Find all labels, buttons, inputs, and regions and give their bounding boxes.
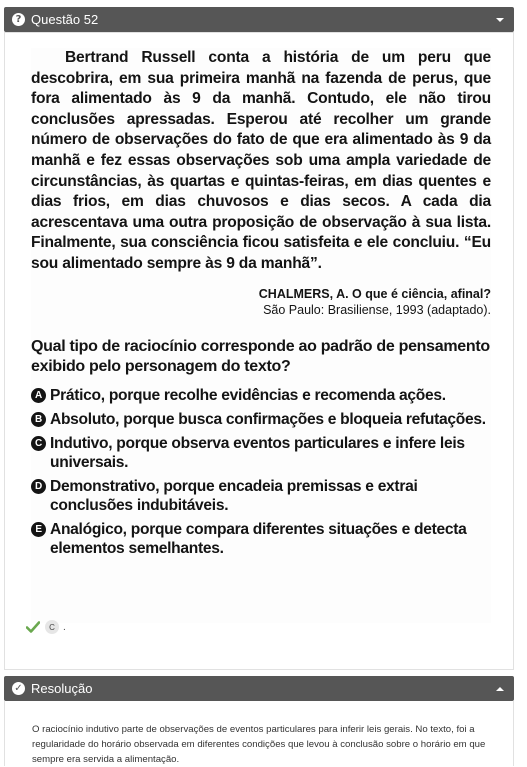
question-image	[31, 48, 491, 623]
citation-publisher: São Paulo: Brasiliense, 1993 (adaptado).	[263, 302, 491, 317]
option-b-badge: B	[31, 412, 46, 427]
answer-letter: C	[45, 620, 59, 634]
option-d	[31, 477, 491, 515]
question-header[interactable]	[4, 7, 514, 32]
option-d-text: Demonstrativo, porque encadeia premissas e extrai conclusões indubitáveis.	[50, 477, 418, 514]
resolution-panel	[4, 701, 514, 766]
question-prompt: Qual tipo de raciocínio corresponde ao padrão de pensamento exibido pelo personagem do texto?	[31, 337, 490, 375]
question-circle-icon: ?	[12, 13, 25, 26]
option-e-text: Analógico, porque compara diferentes situações e detecta elementos semelhantes.	[50, 520, 467, 557]
option-b-text: Absoluto, porque busca confirmações e bloqueia refutações.	[50, 410, 486, 428]
chevron-down-icon[interactable]	[496, 18, 504, 22]
citation-source: CHALMERS, A. O que é ciência, afinal?	[258, 286, 491, 301]
option-a-badge: A	[31, 388, 46, 403]
answer-suffix: .	[63, 621, 66, 633]
option-d-badge: D	[31, 479, 46, 494]
citation	[31, 286, 491, 318]
chevron-up-icon[interactable]	[496, 687, 504, 691]
question-panel	[4, 32, 514, 670]
option-c	[31, 434, 491, 472]
options-list	[31, 386, 491, 558]
option-c-badge: C	[31, 436, 46, 451]
option-a	[31, 386, 491, 405]
passage-text: Bertrand Russell conta a história de um peru que descobrira, em sua primeira manhã na fazenda de perus, que fora alimentado às 9 da manhã. Contudo, ele não tirou conclusões apressadas. Esperou até recolher um grande número de observações do fato de que era alimentado às 9 da manhã e fez essas observações sob uma ampla variedade de circunstâncias, às quartas e quintas-feiras, em dias quentes e dias frios, em dias chuvosos e dias secos. A cada dia acrescentava uma outra proposição de observação à sua lista. Finalmente, sua consciência ficou satisfeita e ele concluiu. “Eu sou alimentado sempre às 9 da manhã”.	[31, 49, 491, 272]
option-e	[31, 520, 491, 558]
check-icon	[26, 621, 40, 633]
option-b	[31, 410, 491, 429]
option-a-text: Prático, porque recolhe evidências e recomenda ações.	[50, 386, 446, 404]
resolution-title: Resolução	[31, 681, 93, 696]
question-title: Questão 52	[31, 12, 99, 27]
resolution-text: O raciocínio indutivo parte de observações de eventos particulares para inferir leis gerais. No texto, foi a regularidade do horário observada em diferentes condições que levou à conclusão sobre o horário em que sempre era servida a alimentação.	[32, 724, 486, 765]
resolution-header[interactable]	[4, 676, 514, 701]
option-e-badge: E	[31, 522, 46, 537]
check-circle-icon: ✓	[12, 682, 25, 695]
answer-row	[26, 620, 66, 634]
option-c-text: Indutivo, porque observa eventos particulares e infere leis universais.	[50, 434, 465, 471]
